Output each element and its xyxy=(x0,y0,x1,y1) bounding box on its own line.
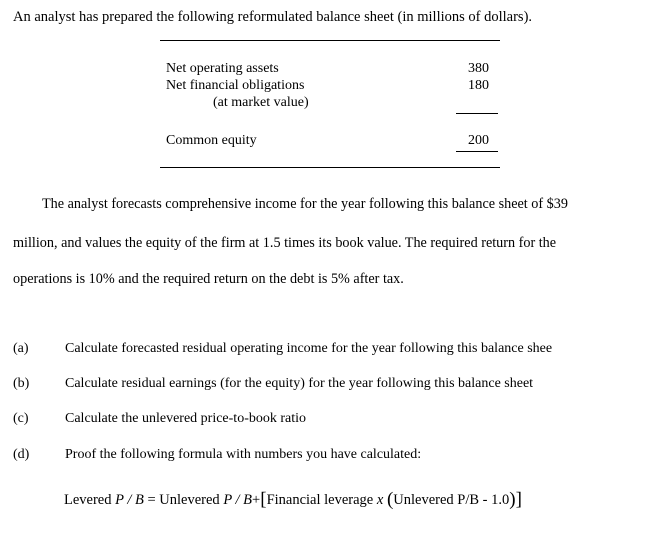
question-b-letter: (b) xyxy=(13,376,30,391)
net-operating-assets-label: Net operating assets xyxy=(166,61,279,76)
formula-open-paren: ( xyxy=(386,489,394,510)
formula-equals: = xyxy=(147,492,156,508)
intro-sentence: An analyst has prepared the following reformulated balance sheet (in millions of dollars). xyxy=(13,9,533,25)
paragraph-line-2: million, and values the equity of the firm at 1.5 times its book value. The required return for the xyxy=(13,235,557,251)
formula-plus: + xyxy=(252,492,261,508)
net-financial-obligations-value: 180 xyxy=(468,78,489,93)
question-c-letter: (c) xyxy=(13,411,29,426)
formula-unlevered-pb: P / B xyxy=(223,492,253,508)
question-b-text: Calculate residual earnings (for the equity) for the year following this balance sheet xyxy=(65,376,534,391)
net-financial-obligations-sublabel: (at market value) xyxy=(213,95,309,110)
formula-levered-pb: P / B xyxy=(115,492,144,508)
balance-sheet-bottom-rule xyxy=(160,167,500,168)
formula-close-bracket: ] xyxy=(515,489,522,510)
formula-times: x xyxy=(376,492,384,508)
formula-unlevered-word: Unlevered xyxy=(159,492,220,508)
formula-unlevered-pb-minus-one: Unlevered P/B - 1.0 xyxy=(393,492,510,508)
question-d-text: Proof the following formula with numbers you have calculated: xyxy=(65,447,422,462)
leverage-formula xyxy=(64,488,522,510)
common-equity-underline xyxy=(456,151,498,152)
formula-close-paren: ) xyxy=(509,489,516,510)
formula-open-bracket: [ xyxy=(260,489,267,510)
question-d-letter: (d) xyxy=(13,447,30,462)
formula-levered-word: Levered xyxy=(64,492,112,508)
paragraph-line-1: The analyst forecasts comprehensive income for the year following this balance sheet of $39 xyxy=(42,196,568,212)
question-c-text: Calculate the unlevered price-to-book ratio xyxy=(65,411,307,426)
common-equity-value: 200 xyxy=(468,133,489,148)
balance-sheet-top-rule xyxy=(160,40,500,41)
net-operating-assets-value: 380 xyxy=(468,61,489,76)
common-equity-label: Common equity xyxy=(166,133,257,148)
paragraph-line-3: operations is 10% and the required return on the debt is 5% after tax. xyxy=(13,271,404,287)
subtotal-rule xyxy=(456,113,498,114)
question-a-text: Calculate forecasted residual operating income for the year following this balance shee xyxy=(65,341,553,356)
formula-financial-leverage: Financial leverage xyxy=(266,492,374,508)
question-a-letter: (a) xyxy=(13,341,29,356)
net-financial-obligations-label: Net financial obligations xyxy=(166,78,305,93)
